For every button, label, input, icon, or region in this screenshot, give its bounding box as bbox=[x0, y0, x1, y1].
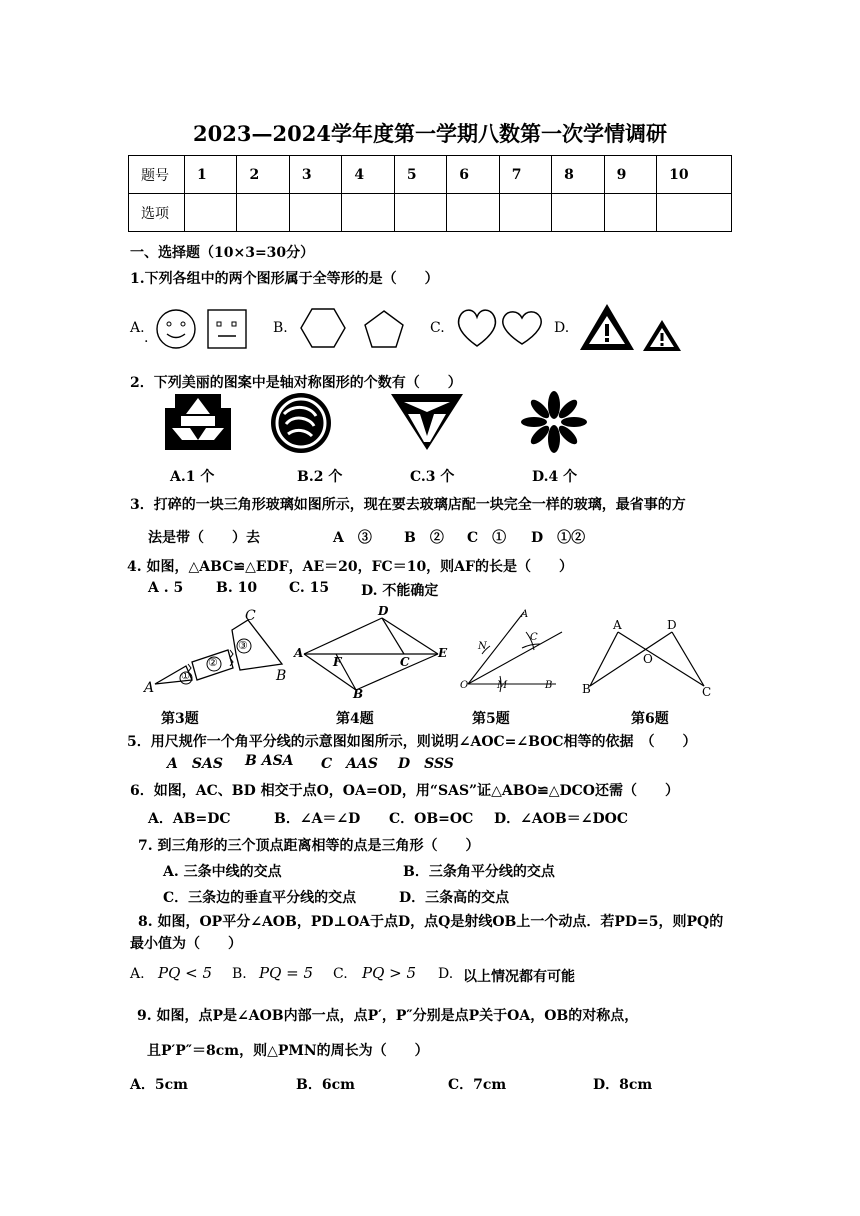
q4-option-a: A . 5 bbox=[148, 580, 184, 596]
question-8-stem: 8. 如图，OP平分∠AOB，PD⊥OA于点D，点Q是射线OB上一个动点．若PD=5，则PQ的 bbox=[138, 914, 724, 930]
q2-option-a: A.1 个 bbox=[170, 469, 215, 485]
q8-option-d-letter: D. bbox=[438, 966, 454, 982]
answer-cell[interactable] bbox=[185, 194, 237, 232]
q1-d-warning-triangles-figure bbox=[578, 302, 688, 354]
figure-caption-6: 第6题 bbox=[631, 711, 669, 727]
question-9-stem: 9. 如图，点P是∠AOB内部一点，点P′，P″分别是点P关于OA，OB的对称点， bbox=[137, 1008, 639, 1024]
q5-option-c: C AAS bbox=[321, 756, 378, 772]
fig5-label-c: C bbox=[530, 632, 538, 643]
q3-option-b: B ② bbox=[404, 530, 444, 546]
q1-c-hearts-figure bbox=[456, 306, 548, 350]
q8-option-b-expr: PQ = 5 bbox=[259, 964, 314, 982]
figure-5-angle-bisector bbox=[460, 606, 570, 696]
figure-caption-3: 第3题 bbox=[161, 711, 199, 727]
q4-option-c: C. 15 bbox=[289, 580, 330, 596]
fig5-label-n: N bbox=[478, 641, 487, 652]
q3-option-c: C ① bbox=[467, 530, 507, 546]
q8-option-c-expr: PQ > 5 bbox=[362, 964, 417, 982]
q9-option-b: B．6cm bbox=[296, 1077, 355, 1093]
q5-option-b: B ASA bbox=[245, 753, 294, 769]
fig5-label-a: A bbox=[521, 609, 529, 620]
fig4-label-f: F bbox=[333, 655, 342, 669]
answer-cell[interactable] bbox=[604, 194, 656, 232]
figure-3-broken-triangle bbox=[140, 606, 295, 698]
page-title: 2023—2024学年度第一学期八数第一次学情调研 bbox=[193, 121, 667, 146]
q8-option-a-letter: A. bbox=[130, 966, 145, 982]
answer-table bbox=[128, 155, 732, 232]
answer-cell[interactable] bbox=[289, 194, 341, 232]
fig6-label-a: A bbox=[613, 618, 622, 632]
q4-option-b: B. 10 bbox=[216, 580, 258, 596]
answer-cell[interactable] bbox=[499, 194, 551, 232]
q8-option-c-letter: C. bbox=[333, 966, 348, 982]
fig5-label-o: O bbox=[460, 680, 469, 691]
q2-option-d: D.4 个 bbox=[532, 469, 578, 485]
q5-option-a: A SAS bbox=[167, 756, 223, 772]
answer-number: 5 bbox=[394, 156, 446, 194]
question-5-stem: 5．用尺规作一个角平分线的示意图如图所示，则说明∠AOC=∠BOC相等的依据 （ ） bbox=[127, 734, 697, 750]
section-heading: 一、选择题（10×3=30分） bbox=[130, 245, 315, 261]
answer-number: 8 bbox=[552, 156, 604, 194]
q5-option-d: D SSS bbox=[398, 756, 454, 772]
fig3-piece-2: ② bbox=[208, 656, 218, 669]
answer-cell[interactable] bbox=[394, 194, 446, 232]
q2-pattern-2-icon bbox=[266, 392, 336, 454]
q2-pattern-4-icon bbox=[520, 390, 588, 454]
fig6-label-c: C bbox=[702, 685, 712, 699]
q1-option-d: D. bbox=[554, 320, 570, 336]
fig3-piece-3: ③ bbox=[238, 639, 248, 652]
q1-a-faces-figure bbox=[156, 308, 256, 352]
fig6-label-d: D bbox=[667, 618, 677, 632]
question-9-stem-line2: 且P′P″＝8cm，则△PMN的周长为（ ） bbox=[147, 1043, 429, 1059]
q2-pattern-3-icon bbox=[390, 392, 464, 452]
answer-number: 6 bbox=[447, 156, 499, 194]
answer-number: 1 bbox=[185, 156, 237, 194]
q1-option-b: B. bbox=[273, 320, 288, 336]
q9-option-a: A．5cm bbox=[130, 1077, 188, 1093]
q1-option-a: A. bbox=[130, 320, 145, 336]
fig4-label-d: D bbox=[378, 604, 389, 618]
q9-option-c: C．7cm bbox=[448, 1077, 507, 1093]
q3-option-d: D ①② bbox=[531, 530, 586, 546]
q4-option-d: D. 不能确定 bbox=[361, 583, 439, 599]
fig4-label-e: E bbox=[438, 646, 448, 660]
question-3-stem: 3．打碎的一块三角形玻璃如图所示，现在要去玻璃店配一块完全一样的玻璃，最省事的方 bbox=[130, 497, 686, 513]
q8-option-a-expr: PQ < 5 bbox=[158, 964, 213, 982]
answer-number: 3 bbox=[289, 156, 341, 194]
answer-number: 9 bbox=[604, 156, 656, 194]
question-6-stem: 6．如图，AC、BD 相交于点O，OA=OD，用“SAS”证△ABO≌△DCO还需（ ） bbox=[130, 783, 679, 799]
answer-table-row-options bbox=[129, 194, 732, 232]
fig4-label-a: A bbox=[294, 646, 304, 660]
q6-option-d: D．∠AOB＝∠DOC bbox=[494, 811, 628, 827]
q6-option-c: C．OB=OC bbox=[389, 811, 474, 827]
q8-option-b-letter: B. bbox=[232, 966, 247, 982]
question-4-stem: 4. 如图，△ABC≌△EDF，AE＝20，FC＝10，则AF的长是（ ） bbox=[127, 559, 573, 575]
q7-option-a: A. 三条中线的交点 bbox=[163, 864, 282, 880]
answer-table-header: 选项 bbox=[129, 194, 185, 232]
q8-option-d-text: 以上情况都有可能 bbox=[463, 969, 575, 985]
q1-option-c: C. bbox=[430, 320, 445, 336]
answer-cell[interactable] bbox=[657, 194, 732, 232]
answer-number: 4 bbox=[342, 156, 394, 194]
fig5-label-m: M bbox=[497, 680, 508, 691]
figure-caption-4: 第4题 bbox=[336, 711, 374, 727]
fig4-label-c: C bbox=[400, 655, 410, 669]
q7-option-b: B．三条角平分线的交点 bbox=[403, 864, 555, 880]
question-1-stem: 1.下列各组中的两个图形属于全等形的是（ ） bbox=[130, 271, 439, 287]
q6-option-b: B．∠A＝∠D bbox=[274, 811, 361, 827]
question-7-stem: 7. 到三角形的三个顶点距离相等的点是三角形（ ） bbox=[138, 838, 480, 854]
answer-number: 2 bbox=[237, 156, 289, 194]
fig3-label-b: B bbox=[276, 668, 287, 684]
q3-option-a: A ③ bbox=[333, 530, 372, 546]
fig6-label-o: O bbox=[643, 652, 653, 666]
fig5-label-b: B bbox=[545, 680, 553, 691]
q2-option-c: C.3 个 bbox=[410, 469, 455, 485]
fig3-label-c: C bbox=[245, 608, 256, 624]
figure-caption-5: 第5题 bbox=[472, 711, 510, 727]
fig6-label-b: B bbox=[582, 682, 591, 696]
question-3-stem-line2: 法是带（ ）去 bbox=[148, 530, 260, 546]
question-2-stem: 2．下列美丽的图案中是轴对称图形的个数有（ ） bbox=[130, 375, 462, 391]
q7-option-c: C．三条边的垂直平分线的交点 bbox=[163, 890, 357, 906]
q2-pattern-1-icon bbox=[164, 392, 234, 452]
q6-option-a: A．AB=DC bbox=[148, 811, 231, 827]
answer-cell[interactable] bbox=[447, 194, 499, 232]
q1-b-polygons-figure bbox=[298, 306, 418, 352]
answer-number: 7 bbox=[499, 156, 551, 194]
answer-number: 10 bbox=[657, 156, 732, 194]
figure-4-congruent-triangles bbox=[290, 604, 450, 700]
answer-table-row-numbers bbox=[129, 156, 732, 194]
fig4-label-b: B bbox=[353, 687, 364, 701]
q1-option-a-dot: . bbox=[144, 330, 149, 346]
answer-cell[interactable] bbox=[342, 194, 394, 232]
q7-option-d: D．三条高的交点 bbox=[399, 890, 510, 906]
q2-option-b: B.2 个 bbox=[297, 469, 343, 485]
question-8-stem-line2: 最小值为（ ） bbox=[130, 936, 242, 952]
answer-table-header: 题号 bbox=[129, 156, 185, 194]
answer-cell[interactable] bbox=[552, 194, 604, 232]
answer-cell[interactable] bbox=[237, 194, 289, 232]
fig3-piece-1: ① bbox=[181, 671, 190, 682]
q9-option-d: D．8cm bbox=[593, 1077, 653, 1093]
fig3-label-a: A bbox=[144, 680, 155, 696]
